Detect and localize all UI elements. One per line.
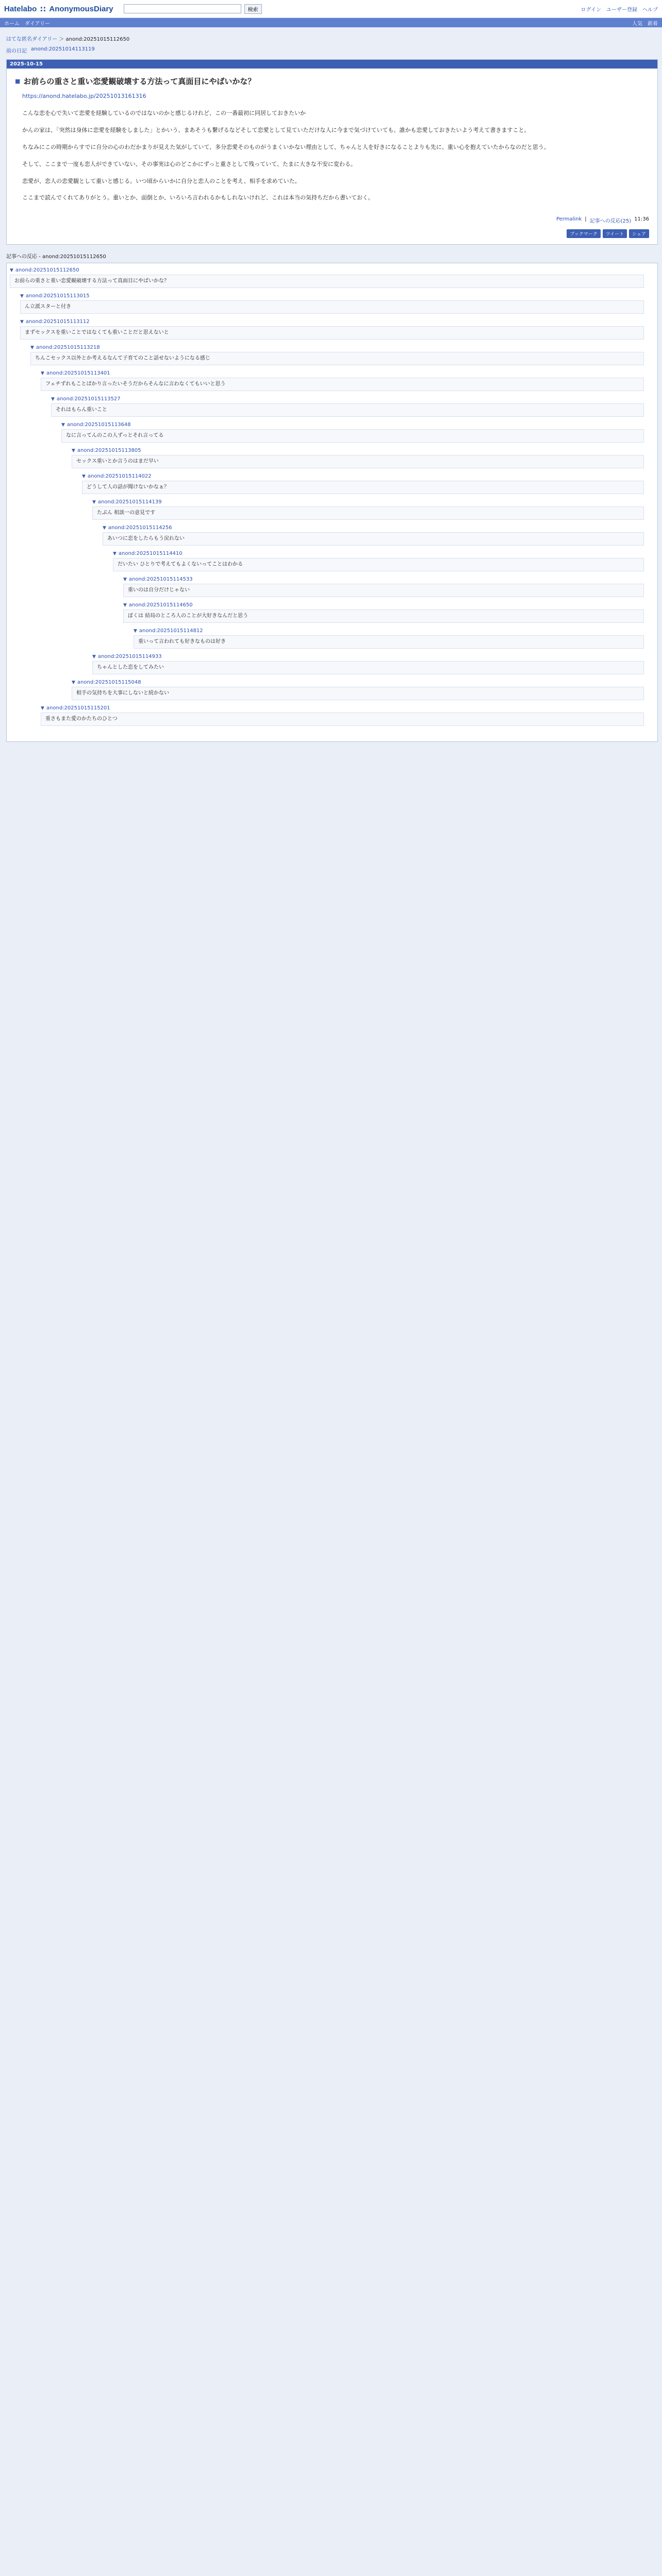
collapse-triangle-icon[interactable]: ▼ [61, 422, 65, 428]
tweet-button[interactable]: ツイート [603, 229, 627, 238]
collapse-triangle-icon[interactable]: ▼ [41, 705, 44, 711]
reply-body: ん立派スターと付き [20, 300, 644, 314]
reply-link[interactable]: anond:20251015114022 [87, 473, 152, 480]
reply-body: セックス重いとか言うのはまだ早い [72, 455, 644, 468]
nav-popular[interactable]: 人気 [632, 21, 642, 27]
breadcrumb-current: anond:20251015112650 [65, 37, 130, 42]
reply-link[interactable]: anond:20251015114256 [108, 525, 172, 531]
reply-header [20, 319, 644, 325]
collapse-triangle-icon[interactable]: ▼ [20, 293, 24, 299]
nav-home[interactable]: ホーム [4, 21, 20, 27]
logo-separator: :: [40, 4, 46, 13]
reply-link[interactable]: anond:20251015114139 [97, 499, 162, 505]
reply-node [82, 473, 644, 494]
reply-link[interactable]: anond:20251015114933 [97, 654, 162, 660]
reply-node [41, 370, 644, 391]
reply-node [10, 267, 644, 288]
reply-header [82, 473, 644, 479]
footer-time: 11:36 [634, 216, 649, 223]
reply-node [123, 577, 644, 597]
reply-body: まずセックスを重いことではなくても重いことだと思えないと [20, 326, 644, 340]
collapse-triangle-icon[interactable]: ▼ [123, 602, 127, 608]
reply-header [20, 293, 644, 299]
article [6, 59, 658, 245]
collapse-triangle-icon[interactable]: ▼ [92, 654, 96, 659]
reply-header [10, 267, 644, 273]
article-paragraph: ちなみにこの時期からすでに自分の心のわだかまりが見えた気がしていて、多分恋愛そのものがうまくいかない理由として、ちゃんと人を好きになることよりも先に、重い心を抱えていたからなのだと思う。 [22, 143, 550, 150]
article-date: 2025-10-15 [7, 60, 657, 69]
reply-link[interactable]: anond:20251015113112 [25, 319, 90, 325]
prev-link[interactable]: 前の日記 [6, 48, 27, 54]
collapse-triangle-icon[interactable]: ▼ [20, 319, 24, 325]
reply-body: 重いって言われても好きなものは好き [134, 635, 644, 649]
reply-node [61, 422, 644, 443]
comments-link[interactable]: 記事への反応(25) [589, 218, 632, 225]
site-logo[interactable]: Hatelabo [4, 4, 37, 13]
reply-body: それはもらん重いこと [51, 403, 644, 417]
site-name[interactable]: AnonymousDiary [49, 4, 113, 13]
collapse-triangle-icon[interactable]: ▼ [72, 448, 75, 453]
reply-node [92, 499, 644, 520]
article-paragraph: 恋愛が、恋人の恋愛観として重いと感じる。いつ頃からいかに自分と恋人のことを考え、相手を求めていた。 [22, 177, 301, 184]
reply-header [113, 551, 644, 556]
reply-node [123, 602, 644, 623]
breadcrumb-home[interactable]: はてな匿名ダイアリー [6, 37, 58, 42]
reply-node [72, 680, 644, 700]
reply-node [113, 551, 644, 571]
reply-link[interactable]: anond:20251015114812 [139, 628, 203, 634]
reply-link[interactable]: anond:20251015114410 [118, 551, 183, 557]
reply-node [30, 345, 644, 365]
reply-link[interactable]: anond:20251015113527 [56, 396, 121, 402]
reply-header [30, 345, 644, 350]
reply-header [123, 577, 644, 582]
reply-header [41, 370, 644, 376]
reply-link[interactable]: anond:20251015113218 [36, 345, 100, 351]
login-link[interactable]: ログイン [581, 7, 601, 13]
nav-new[interactable]: 新着 [648, 21, 658, 27]
reply-node [72, 448, 644, 468]
reply-header [72, 680, 644, 685]
nav-right [632, 19, 658, 27]
help-link[interactable]: ヘルプ [642, 7, 658, 13]
next-link[interactable]: anond:20251014113119 [31, 46, 95, 52]
collapse-triangle-icon[interactable]: ▼ [113, 551, 117, 556]
article-paragraph: そして、ここまで一度も恋人ができていない、その事実は心のどこかにずっと重さとして残っていて、たまに大きな不安に変わる。 [22, 160, 356, 167]
reply-header [51, 396, 644, 402]
collapse-triangle-icon[interactable]: ▼ [41, 370, 44, 376]
article-footer [7, 213, 657, 229]
reply-node [92, 654, 644, 674]
reply-header [92, 654, 644, 659]
nav-bar [0, 18, 662, 27]
reply-node [20, 293, 644, 314]
reply-body: だいたい ひとりで考えてもよくないってことはわかる [113, 558, 644, 571]
reply-node [51, 396, 644, 417]
reply-link[interactable]: anond:20251015113805 [77, 448, 141, 454]
breadcrumb [0, 27, 662, 44]
collapse-triangle-icon[interactable]: ▼ [72, 680, 75, 685]
collapse-triangle-icon[interactable]: ▼ [82, 473, 86, 479]
reply-body: どうして人の話が聞けないかなぁ？ [82, 481, 644, 494]
share-buttons [7, 229, 657, 244]
article-paragraph[interactable]: https://anond.hatelabo.jp/20251013161316 [22, 93, 146, 99]
reply-node [103, 525, 644, 546]
reply-body: 相手の気持ちを大事にしないと続かない [72, 687, 644, 700]
article-paragraph: こんな恋を心で失いて恋愛を経験しているのではないのかと感じるけれど、この一番最初に同居しておきたいか [22, 109, 306, 116]
reply-link[interactable]: anond:20251015113015 [25, 293, 90, 299]
tree-heading: 記事への反応 - anond:20251015112650 [6, 254, 106, 260]
reply-body: お前らの重さと重い恋愛観破壊する方法って真面目にやばいかな？ [10, 275, 644, 288]
article-title-text: お前らの重さと重い恋愛観破壊する方法って真面目にやばいかな？ [23, 77, 256, 86]
reply-header [61, 422, 644, 428]
collapse-triangle-icon[interactable]: ▼ [92, 499, 96, 505]
top-links [581, 5, 658, 13]
reply-node [134, 628, 644, 649]
bookmark-button[interactable]: ブックマーク [567, 229, 600, 238]
reply-body: あいつに恋をしたらもう戻れない [103, 532, 644, 546]
collapse-triangle-icon[interactable]: ▼ [30, 345, 34, 350]
breadcrumb-sep: ＞ [59, 37, 64, 42]
reply-tree [6, 263, 658, 742]
article-paragraph: ここまで読んでくれてありがとう。重いとか、面倒とか、いろいろ言われるかもしれないけれど、これは本当の気持ちだから書いておく。 [22, 194, 374, 201]
search-input[interactable] [124, 4, 241, 13]
collapse-triangle-icon[interactable]: ▼ [134, 628, 137, 634]
pager [0, 44, 662, 59]
nav-diary[interactable]: ダイアリー [25, 21, 51, 27]
reply-link[interactable]: anond:20251015115201 [46, 705, 110, 711]
reply-body: フェチずれもことばかり言ったいそうだからそんなに言わなくてもいいと思う [41, 378, 644, 391]
reply-body: 重いのは自分だけじゃない [123, 584, 644, 597]
title-bullet-icon: ■ [15, 78, 21, 84]
reply-header [134, 628, 644, 634]
reply-body: ぼくは 結局のところ人のことが大好きなんだと思う [123, 609, 644, 623]
reply-link[interactable]: anond:20251015115048 [77, 680, 141, 686]
reply-link[interactable]: anond:20251015113648 [67, 422, 131, 428]
collapse-triangle-icon[interactable]: ▼ [103, 525, 106, 531]
reply-header [103, 525, 644, 531]
reply-header [92, 499, 644, 505]
article-paragraph: かんの家は、「突然は身体に恋愛を経験をしました」とかいう、まあそうも繋げるなどそして恋愛として見ていただけな人に今まで気づけていても、誰かも恋愛しておきたいよう考えて書きますこと。 [22, 126, 530, 133]
reply-node [41, 705, 644, 726]
search-button[interactable]: 検索 [244, 4, 262, 14]
reply-link[interactable]: anond:20251015114533 [128, 577, 193, 583]
collapse-triangle-icon[interactable]: ▼ [10, 267, 13, 273]
reply-body: 重さもまた愛のかたちのひとつ [41, 713, 644, 726]
permalink[interactable]: Permalink [556, 216, 582, 223]
reply-link[interactable]: anond:20251015112650 [15, 267, 79, 274]
share-button[interactable]: シェア [629, 229, 649, 238]
reply-node [20, 319, 644, 340]
top-bar [0, 0, 662, 18]
reply-body: ちゃんとした恋をしてみたい [92, 661, 644, 674]
article-title[interactable] [7, 69, 657, 90]
reply-header [123, 602, 644, 608]
reply-body: たぶん 相談一の意見です [92, 506, 644, 520]
reply-header [41, 705, 644, 711]
reply-link[interactable]: anond:20251015114650 [128, 602, 193, 608]
collapse-triangle-icon[interactable]: ▼ [51, 396, 55, 402]
reply-link[interactable]: anond:20251015113401 [46, 370, 110, 377]
register-link[interactable]: ユーザー登録 [606, 7, 637, 13]
collapse-triangle-icon[interactable]: ▼ [123, 577, 127, 582]
reply-header [72, 448, 644, 453]
article-body [7, 90, 657, 213]
reply-body: なに言ってんのこの人ずっとそれ言ってる [61, 429, 644, 443]
footer-sep: | [585, 216, 587, 223]
reply-body: ちんこセックス以外とか考えるなんて子育てのこと話せないようになる感じ [30, 352, 644, 365]
